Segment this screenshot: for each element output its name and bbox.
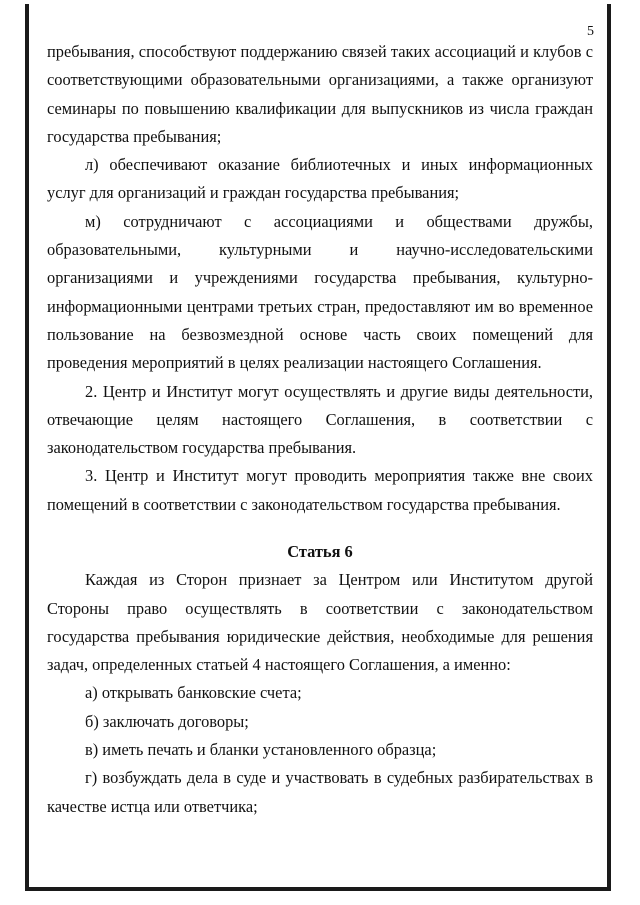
section-top <box>47 38 593 519</box>
section-article-6 <box>47 538 593 821</box>
paragraph-continuation: пребывания, способствуют поддержанию связей таких ассоциаций и клубов с соответствующими образовательными организациями, а также организуют семинары по повышению квалификации для выпускников из числа граждан государства пребывания; <box>47 42 593 146</box>
list-item-v: в) иметь печать и бланки установленного образца; <box>85 740 437 760</box>
paragraph-point-3: 3. Центр и Институт могут проводить мероприятия также вне своих помещений в соответствии с законодательством государства пребывания. <box>47 466 593 514</box>
list-item-b: б) заключать договоры; <box>85 711 249 731</box>
page-number: 5 <box>587 24 594 39</box>
list-item-a: а) открывать банковские счета; <box>85 683 302 703</box>
paragraph-point-2: 2. Центр и Институт могут осуществлять и другие виды деятельности, отвечающие целям настоящего Соглашения, в соответствии с законодательством государства пребывания. <box>47 381 593 458</box>
paragraph-item-m: м) сотрудничают с ассоциациями и обществами дружбы, образовательными, культурными и научно-исследовательскими организациями и учреждениями государства пребывания, культурно-информационными центрами третьих стран, предоставляют им во временное пользование на безвозмездной основе часть своих помещений для проведения мероприятий в целях реализации настоящего Соглашения. <box>47 211 593 373</box>
article-heading: Статья 6 <box>287 542 353 561</box>
list-item-g: г) возбуждать дела в суде и участвовать в судебных разбирательствах в качестве истца или ответчика; <box>47 768 593 816</box>
paragraph-article-6: Каждая из Сторон признает за Центром или Институтом другой Стороны право осуществлять в соответствии с законодательством государства пребывания юридические действия, необходимые для решения задач, определенных статьей 4 настоящего Соглашения, а именно: <box>47 570 593 675</box>
paragraph-item-l: л) обеспечивают оказание библиотечных и иных информационных услуг для организаций и граждан государства пребывания; <box>47 155 593 203</box>
